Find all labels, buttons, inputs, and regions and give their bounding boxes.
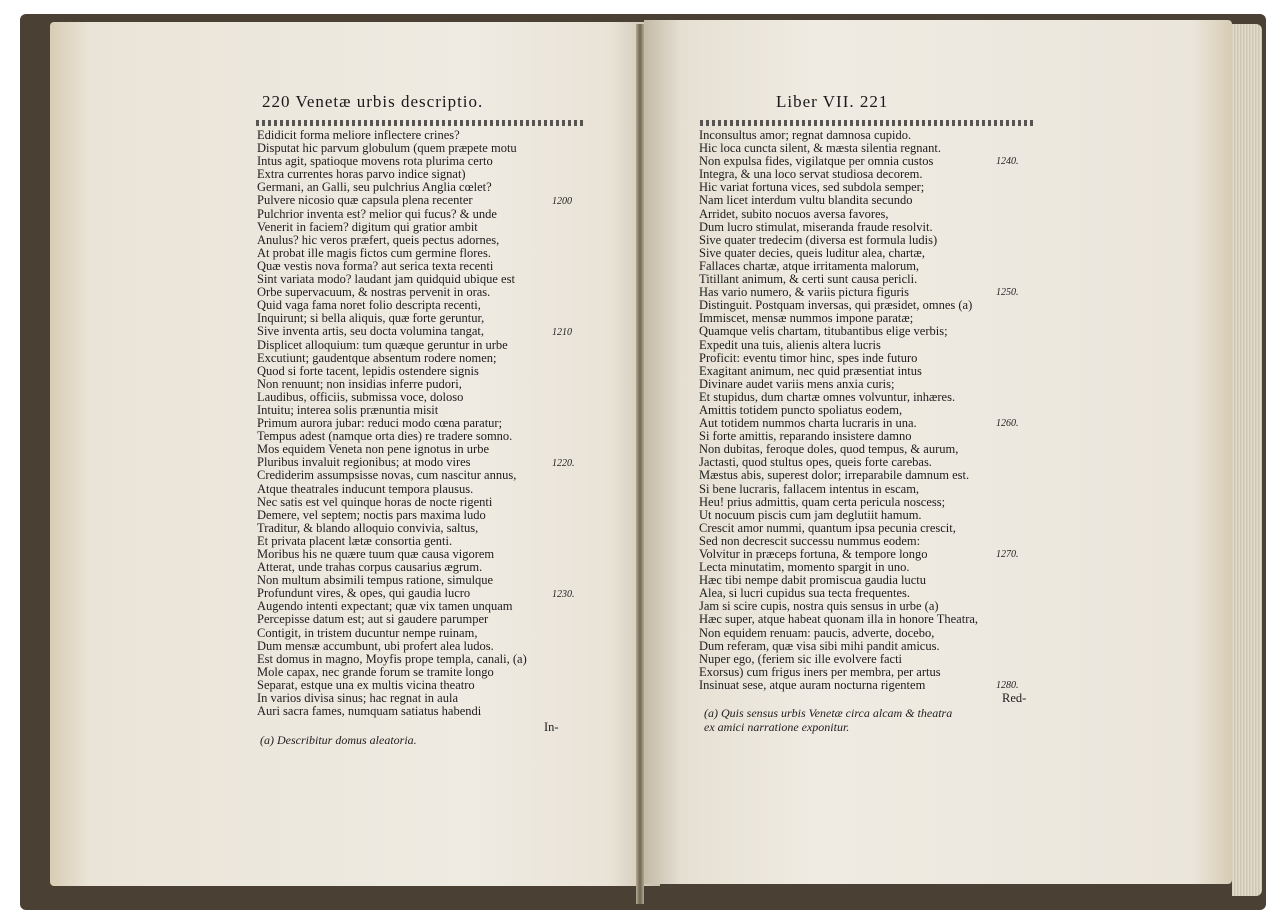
left-verse-list: [257, 129, 557, 718]
verse-line: Pluribus invaluit regionibus; at modo vires: [257, 455, 471, 470]
verse-line: Expedit una tuis, alienis altera lucris: [699, 337, 881, 352]
left-page-header: 220 Venetæ urbis descriptio.: [262, 92, 484, 111]
verse-line: Dum referam, quæ visa sibi mihi pandit amicus.: [699, 638, 940, 653]
verse-line: Quæ vestis nova forma? aut serica texta recenti: [257, 258, 494, 273]
verse-line: In varios divisa sinus; hac regnat in aula: [257, 691, 458, 706]
verse-line: Venerit in faciem? digitum qui gratior ambit: [257, 219, 478, 234]
verse-line: Primum aurora jubar: reduci modo cœna paratur;: [257, 416, 503, 431]
verse-line: Pulchrior inventa est? melior qui fucus? & unde: [257, 206, 497, 221]
verse-line: Distinguit. Postquam inversas, qui præsidet, omnes (a): [699, 298, 973, 313]
verse-line: Inquirunt; si bella aliquis, quæ forte geruntur,: [257, 311, 485, 326]
verse-line: Intus agit, spatioque movens rota plurima certo: [257, 154, 493, 169]
verse-line: Tempus adest (namque orta dies) re tradere somno.: [257, 429, 513, 444]
verse-line: Hæc super, atque habeat quonam illa in honore Theatra,: [699, 612, 979, 627]
right-footnote-line: (a) Quis sensus urbis Venetæ circa alcam & theatra: [704, 706, 953, 720]
verse-line: Mos equidem Veneta non pene ignotus in urbe: [257, 442, 490, 457]
line-number: 1240.: [996, 156, 1019, 168]
verse-line: Displicet alloquium: tum quæque geruntur in urbe: [257, 337, 508, 352]
verse-line: Anulus? hic veros præfert, queis pectus adornes,: [257, 232, 500, 247]
verse-line: Dum mensæ accumbunt, ubi profert alea ludos.: [257, 638, 494, 653]
right-verse-list: [699, 129, 999, 692]
verse-line: Amittis totidem puncto spoliatus eodem,: [699, 402, 903, 417]
right-page-header: Liber VII. 221: [776, 92, 889, 111]
verse-line: Germani, an Galli, seu pulchrius Anglia cœlet?: [257, 180, 492, 195]
line-number: 1230.: [552, 588, 575, 600]
left-header-rule: [256, 120, 586, 126]
verse-line: Proficit: eventu timor hinc, spes inde futuro: [699, 350, 918, 365]
verse-line: Mæstus abis, superest dolor; irreparabile damnum est.: [699, 468, 970, 483]
verse-line: Atterat, unde trahas corpus causarius ægrum.: [257, 560, 483, 575]
verse-line: Titillant animum, & certi sunt causa pericli.: [699, 272, 918, 287]
verse-line: Extra currentes horas parvo indice signat): [257, 167, 466, 182]
left-footnote: (a) Describitur domus aleatoria.: [260, 733, 417, 747]
verse-line: Edidicit forma meliore inflectere crines?: [257, 128, 460, 142]
verse-line: Dum lucro stimulat, miseranda fraude resolvit.: [699, 219, 933, 234]
verse-line: Integra, & una loco servat studiosa decorem.: [699, 167, 923, 182]
book-gutter: [636, 24, 644, 904]
verse-line: Lecta minutatim, momento spargit in uno.: [699, 560, 910, 575]
line-number: 1270.: [996, 549, 1019, 561]
verse-line: Ut nocuum piscis cum jam deglutiit hamum.: [699, 507, 922, 522]
right-catchword: Red-: [1002, 691, 1027, 705]
verse-line: Profundunt vires, & opes, qui gaudia lucro: [257, 586, 471, 601]
verse-line: Nam licet interdum vultu blandita secundo: [699, 193, 913, 208]
verse-line: Sive quater decies, queis luditur alea, chartæ,: [699, 245, 925, 260]
verse-line: Aut totidem nummos charta lucraris in una.: [699, 416, 917, 431]
verse-line: Hic variat fortuna vices, sed subdola semper;: [699, 180, 925, 195]
verse-line: Auri sacra fames, numquam satiatus habendi: [257, 704, 482, 719]
left-catchword: In-: [544, 720, 559, 734]
verse-line: Intuitu; interea solis prænuntia misit: [257, 402, 439, 417]
verse-line: Has vario numero, & variis pictura figuris: [699, 285, 910, 300]
verse-line: Sint variata modo? laudant jam quidquid ubique est: [257, 272, 515, 287]
line-number: 1280.: [996, 680, 1019, 692]
verse-line: Non renuunt; non insidias inferre pudori,: [257, 376, 462, 391]
verse-line: Sed non decrescit successu nummus eodem:: [699, 533, 921, 548]
verse-line: Immiscet, mensæ nummos impone paratæ;: [699, 311, 914, 326]
verse-line: Arridet, subito nocuos aversa favores,: [699, 206, 889, 221]
verse-line: Exagitant animum, nec quid præsentiat intus: [699, 363, 922, 378]
verse-line: Non expulsa fides, vigilatque per omnia custos: [699, 154, 934, 169]
verse-line: Atque theatrales inducunt tempora plausus.: [257, 481, 474, 496]
verse-line: Jactasti, quod stultus opes, queis forte carebas.: [699, 455, 932, 470]
verse-line: Crediderim assumpsisse novas, cum nascitur annus,: [257, 468, 517, 483]
line-number: 1220.: [552, 457, 575, 469]
verse-line: Quamque velis chartam, titubantibus elige verbis;: [699, 324, 948, 339]
verse-line: Non dubitas, feroque doles, quod tempus, & aurum,: [699, 442, 959, 457]
verse-line: Si bene lucraris, fallacem intentus in escam,: [699, 481, 920, 496]
verse-line: Heu! prius admittis, quam certa pericula noscess;: [699, 494, 946, 509]
right-footnote-line: ex amici narratione exponitur.: [704, 720, 850, 734]
verse-line: Insinuat sese, atque auram nocturna rigentem: [699, 677, 926, 692]
verse-line: Disputat hic parvum globulum (quem præpete motu: [257, 141, 517, 156]
verse-line: Sive inventa artis, seu docta volumina tangat,: [257, 324, 485, 339]
verse-line: Alea, si lucri cupidus sua tecta frequentes.: [699, 586, 911, 601]
verse-line: Fallaces chartæ, atque irritamenta malorum,: [699, 258, 920, 273]
verse-line: Excutiunt; gaudentque absentum rodere nomen;: [257, 350, 497, 365]
verse-line: Orbe supervacuum, & nostras pervenit in oras.: [257, 285, 491, 300]
verse-line: Si forte amittis, reparando insistere damno: [699, 429, 912, 444]
line-number: 1200: [552, 195, 572, 207]
verse-line: Augendo intenti expectant; quæ vix tamen unquam: [257, 599, 513, 614]
verse-line: Percepisse datum est; aut si gaudere parumper: [257, 612, 489, 627]
verse-line: Demere, vel septem; noctis pars maxima ludo: [257, 507, 486, 522]
verse-line: Nuper ego, (feriem sic ille evolvere facti: [699, 651, 903, 666]
verse-line: Laudibus, officiis, submissa voce, doloso: [257, 389, 464, 404]
verse-line: Est domus in magno, Moyfis prope templa, canali, (a): [257, 651, 527, 666]
right-footnote: [704, 706, 952, 734]
verse-line: At probat ille magis fictos cum germine flores.: [257, 245, 491, 260]
verse-line: Crescit amor nummi, quantum ipsa pecunia crescit,: [699, 520, 956, 535]
right-header-rule: [700, 120, 1034, 126]
verse-line: Quod si forte tacent, lepidis ostendere signis: [257, 363, 479, 378]
verse-line: Et stupidus, dum chartæ omnes volvuntur, inhæres.: [699, 389, 956, 404]
verse-line: Inconsultus amor; regnat damnosa cupido.: [699, 128, 912, 142]
verse-line: Nec satis est vel quinque horas de nocte rigenti: [257, 494, 493, 509]
book-right-edge: [1232, 24, 1262, 896]
verse-line: Mole capax, nec grande forum se tramite longo: [257, 664, 494, 679]
verse-line: Separat, estque una ex multis vicina theatro: [257, 677, 475, 692]
verse-line: Non equidem renuam: paucis, adverte, docebo,: [699, 625, 935, 640]
verse-line: Non multum absimili tempus ratione, simulque: [257, 573, 494, 588]
verse-line: Pulvere nicosio quæ capsula plena recenter: [257, 193, 473, 208]
verse-line: Et privata placent lætæ consortia genti.: [257, 533, 453, 548]
verse-line: Contigit, in tristem ducuntur nempe ruinam,: [257, 625, 478, 640]
verse-line: Jam si scire cupis, nostra quis sensus in urbe (a): [699, 599, 939, 614]
verse-line: Divinare audet variis mens anxia curis;: [699, 376, 895, 391]
verse-line: Hic loca cuncta silent, & mæsta silentia regnant.: [699, 141, 941, 156]
verse-line: Volvitur in præceps fortuna, & tempore longo: [699, 547, 928, 561]
verse-line: Hæc tibi nempe dabit promiscua gaudia luctu: [699, 573, 927, 588]
verse-line: Quid vaga fama noret folio descripta recenti,: [257, 298, 481, 313]
verse-line: Exorsus) cum frigus iners per membra, per artus: [699, 664, 941, 679]
line-number: 1210: [552, 326, 572, 338]
verse-line: Moribus his ne quære tuum quæ causa vigorem: [257, 547, 495, 561]
verse-line: Sive quater tredecim (diversa est formula ludis): [699, 232, 938, 247]
verse-line: Traditur, & blando alloquio convivia, saltus,: [257, 520, 479, 535]
line-number: 1260.: [996, 418, 1019, 430]
line-number: 1250.: [996, 287, 1019, 299]
